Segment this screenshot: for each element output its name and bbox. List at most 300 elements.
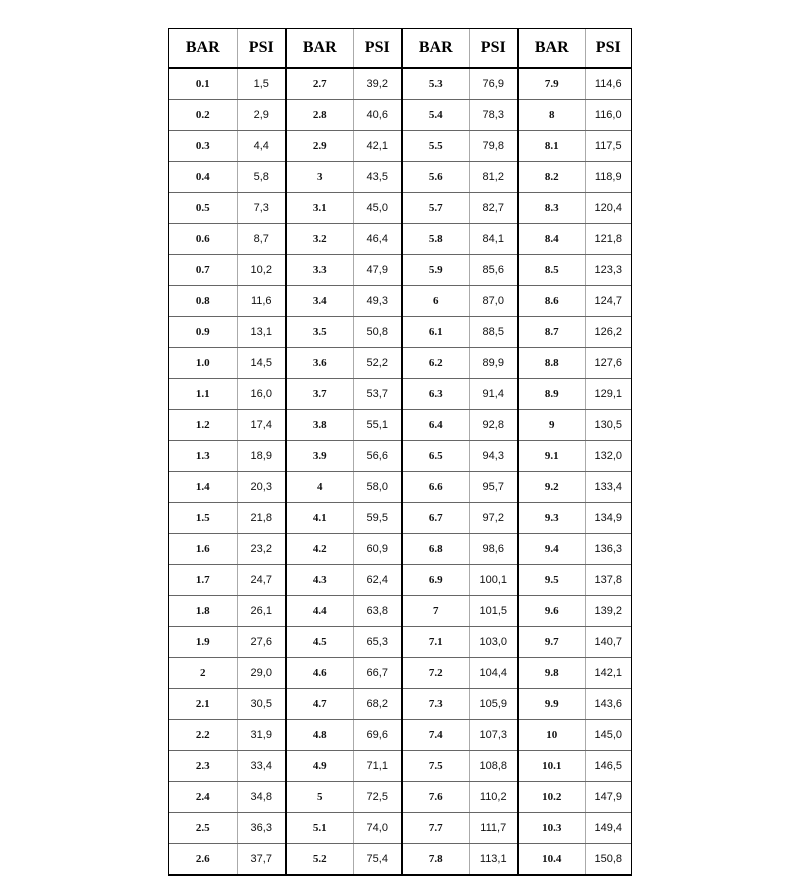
bar-value-cell: 10	[519, 720, 585, 751]
bar-value-cell: 9.9	[519, 689, 585, 720]
table-row	[403, 503, 517, 534]
psi-value-cell: 150,8	[594, 853, 623, 865]
table-row	[519, 596, 631, 627]
bar-value-cell: 8.7	[519, 317, 585, 348]
bar-value-cell: 0.1	[169, 68, 237, 100]
bar-value-cell: 3.3	[287, 255, 353, 286]
bar-value-cell: 1.1	[169, 379, 237, 410]
table-row	[169, 348, 285, 379]
psi-value-cell: 55,1	[353, 410, 401, 441]
psi-value-cell: 101,5	[469, 596, 517, 627]
psi-value-cell: 137,8	[585, 565, 631, 596]
table-row	[519, 472, 631, 503]
psi-value-cell: 149,4	[585, 813, 631, 844]
psi-value-cell: 37,7	[250, 853, 272, 865]
psi-value-cell: 47,9	[353, 255, 401, 286]
bar-value-cell: 7.4	[403, 720, 469, 751]
group-table	[403, 29, 517, 874]
table-row	[287, 441, 401, 472]
bar-value-cell: 1.8	[169, 596, 237, 627]
table-row	[403, 68, 517, 100]
table-row	[169, 472, 285, 503]
table-row	[519, 100, 631, 131]
table-row	[403, 534, 517, 565]
psi-value-cell: 33,4	[237, 751, 285, 782]
psi-value-cell: 40,6	[353, 100, 401, 131]
bar-value-cell: 4.4	[287, 596, 353, 627]
psi-value-cell: 58,0	[353, 472, 401, 503]
table-row	[519, 224, 631, 255]
table-row	[519, 689, 631, 720]
table-row	[519, 565, 631, 596]
psi-value-cell: 72,5	[353, 782, 401, 813]
table-row	[169, 68, 285, 100]
bar-value-cell: 1.0	[169, 348, 237, 379]
bar-value-cell: 4.2	[287, 534, 353, 565]
bar-value-cell: 3.2	[287, 224, 353, 255]
psi-value-cell: 139,2	[585, 596, 631, 627]
psi-value-cell: 8,7	[237, 224, 285, 255]
psi-header: PSI	[237, 29, 285, 68]
bar-value-cell: 1.4	[169, 472, 237, 503]
table-row	[403, 565, 517, 596]
table-row	[519, 782, 631, 813]
bar-value-cell: 9.8	[519, 658, 585, 689]
psi-value-cell: 1,5	[237, 68, 285, 100]
bar-value-cell: 2.8	[287, 100, 353, 131]
bar-value-cell: 5.2	[287, 844, 353, 875]
header-row	[169, 29, 285, 68]
psi-value-cell: 147,9	[585, 782, 631, 813]
table-row	[169, 255, 285, 286]
psi-value-cell: 130,5	[585, 410, 631, 441]
bar-value-cell: 10.2	[519, 782, 585, 813]
psi-value-cell: 145,0	[585, 720, 631, 751]
bar-value-cell: 10.4	[519, 844, 585, 875]
psi-value-cell: 66,7	[353, 658, 401, 689]
psi-value-cell: 110,2	[469, 782, 517, 813]
bar-value-cell: 9.2	[519, 472, 585, 503]
bar-value-cell: 6.2	[403, 348, 469, 379]
bar-value-cell: 9.6	[519, 596, 585, 627]
psi-value-cell: 133,4	[585, 472, 631, 503]
table-row	[403, 348, 517, 379]
bar-value-cell: 1.6	[169, 534, 237, 565]
psi-value-cell: 62,4	[353, 565, 401, 596]
psi-value-cell: 98,6	[469, 534, 517, 565]
psi-value-cell: 39,2	[353, 68, 401, 100]
psi-value-cell: 59,5	[353, 503, 401, 534]
table-row	[519, 317, 631, 348]
bar-value-cell: 6	[403, 286, 469, 317]
table-row	[519, 255, 631, 286]
table-row	[287, 100, 401, 131]
bar-value-cell: 9.5	[519, 565, 585, 596]
table-row	[519, 441, 631, 472]
bar-value-cell: 3	[287, 162, 353, 193]
table-row	[287, 193, 401, 224]
psi-value-cell: 13,1	[237, 317, 285, 348]
psi-value-cell: 126,2	[585, 317, 631, 348]
bar-value-cell: 2.5	[169, 813, 237, 844]
bar-value-cell: 8.6	[519, 286, 585, 317]
psi-value-cell: 17,4	[237, 410, 285, 441]
bar-value-cell: 6.5	[403, 441, 469, 472]
table-row	[403, 317, 517, 348]
table-row	[403, 844, 517, 875]
bar-value-cell: 2.2	[169, 720, 237, 751]
psi-value-cell: 113,1	[479, 853, 507, 865]
bar-value-cell: 2.7	[287, 68, 353, 100]
psi-value-cell: 95,7	[469, 472, 517, 503]
bar-value-cell: 5.7	[403, 193, 469, 224]
psi-value-cell: 103,0	[469, 627, 517, 658]
table-row	[403, 813, 517, 844]
psi-value-cell: 124,7	[585, 286, 631, 317]
table-row	[519, 813, 631, 844]
table-row	[403, 193, 517, 224]
psi-value-cell: 117,5	[585, 131, 631, 162]
psi-value-cell: 74,0	[353, 813, 401, 844]
bar-value-cell: 7.1	[403, 627, 469, 658]
psi-value-cell: 10,2	[237, 255, 285, 286]
bar-value-cell: 0.9	[169, 317, 237, 348]
bar-value-cell: 7.3	[403, 689, 469, 720]
bar-value-cell: 0.8	[169, 286, 237, 317]
table-row	[169, 534, 285, 565]
table-row	[403, 720, 517, 751]
table-row	[169, 100, 285, 131]
table-row	[519, 410, 631, 441]
table-row	[287, 720, 401, 751]
bar-value-cell: 2.1	[169, 689, 237, 720]
bar-value-cell: 1.2	[169, 410, 237, 441]
psi-value-cell: 14,5	[237, 348, 285, 379]
table-row	[519, 844, 631, 875]
table-row	[519, 720, 631, 751]
psi-value-cell: 81,2	[469, 162, 517, 193]
table-row	[519, 193, 631, 224]
psi-value-cell: 20,3	[237, 472, 285, 503]
table-row	[287, 131, 401, 162]
table-row	[169, 162, 285, 193]
table-group-2	[287, 29, 403, 874]
bar-value-cell: 6.6	[403, 472, 469, 503]
bar-value-cell: 8.5	[519, 255, 585, 286]
psi-value-cell: 29,0	[237, 658, 285, 689]
table-row	[287, 689, 401, 720]
bar-value-cell: 3.5	[287, 317, 353, 348]
bar-value-cell: 8.3	[519, 193, 585, 224]
table-row	[287, 317, 401, 348]
psi-value-cell: 75,4	[366, 853, 388, 865]
table-row	[403, 286, 517, 317]
table-row	[287, 596, 401, 627]
psi-value-cell: 120,4	[585, 193, 631, 224]
bar-value-cell: 8	[519, 100, 585, 131]
table-row	[403, 100, 517, 131]
header-row	[403, 29, 517, 68]
psi-value-cell: 45,0	[353, 193, 401, 224]
bar-value-cell: 4.9	[287, 751, 353, 782]
table-group-4	[519, 29, 631, 874]
table-row	[519, 379, 631, 410]
table-row	[403, 658, 517, 689]
table-row	[169, 782, 285, 813]
psi-header: PSI	[353, 29, 401, 68]
psi-value-cell: 116,0	[585, 100, 631, 131]
bar-value-cell: 4.3	[287, 565, 353, 596]
table-row	[169, 596, 285, 627]
table-row	[169, 193, 285, 224]
bar-value-cell: 0.2	[169, 100, 237, 131]
bar-value-cell: 5.6	[403, 162, 469, 193]
table-row	[519, 534, 631, 565]
table-row	[169, 503, 285, 534]
psi-value-cell: 52,2	[353, 348, 401, 379]
table-row	[287, 348, 401, 379]
psi-value-cell: 31,9	[237, 720, 285, 751]
table-row	[287, 751, 401, 782]
psi-value-cell: 140,7	[585, 627, 631, 658]
psi-value-cell: 92,8	[469, 410, 517, 441]
psi-value-cell: 7,3	[237, 193, 285, 224]
table-row	[287, 534, 401, 565]
table-row	[169, 410, 285, 441]
psi-value-cell: 123,3	[585, 255, 631, 286]
table-row	[287, 472, 401, 503]
table-row	[287, 658, 401, 689]
bar-value-cell: 7.8	[403, 844, 469, 875]
psi-value-cell: 36,3	[237, 813, 285, 844]
table-row	[403, 782, 517, 813]
psi-value-cell: 82,7	[469, 193, 517, 224]
bar-value-cell: 0.7	[169, 255, 237, 286]
psi-value-cell: 84,1	[469, 224, 517, 255]
bar-value-cell: 5.1	[287, 813, 353, 844]
table-row	[287, 379, 401, 410]
psi-value-cell: 87,0	[469, 286, 517, 317]
bar-value-cell: 8.8	[519, 348, 585, 379]
psi-value-cell: 78,3	[469, 100, 517, 131]
bar-value-cell: 2.9	[287, 131, 353, 162]
bar-value-cell: 8.4	[519, 224, 585, 255]
table-row	[169, 379, 285, 410]
psi-value-cell: 127,6	[585, 348, 631, 379]
bar-value-cell: 9	[519, 410, 585, 441]
psi-value-cell: 114,6	[585, 68, 631, 100]
psi-value-cell: 34,8	[237, 782, 285, 813]
table-row	[403, 689, 517, 720]
table-row	[287, 844, 401, 875]
psi-value-cell: 43,5	[353, 162, 401, 193]
psi-value-cell: 76,9	[469, 68, 517, 100]
bar-value-cell: 10.3	[519, 813, 585, 844]
table-row	[169, 627, 285, 658]
table-row	[403, 162, 517, 193]
table-row	[519, 68, 631, 100]
bar-value-cell: 3.7	[287, 379, 353, 410]
table-row	[287, 224, 401, 255]
bar-value-cell: 6.4	[403, 410, 469, 441]
bar-value-cell: 3.4	[287, 286, 353, 317]
psi-value-cell: 104,4	[469, 658, 517, 689]
psi-value-cell: 53,7	[353, 379, 401, 410]
table-row	[169, 131, 285, 162]
bar-value-cell: 9.7	[519, 627, 585, 658]
psi-value-cell: 30,5	[237, 689, 285, 720]
bar-value-cell: 6.3	[403, 379, 469, 410]
bar-header: BAR	[287, 29, 353, 68]
psi-value-cell: 18,9	[237, 441, 285, 472]
table-row	[519, 162, 631, 193]
psi-value-cell: 63,8	[353, 596, 401, 627]
header-row	[519, 29, 631, 68]
table-group-3	[403, 29, 519, 874]
bar-value-cell: 7	[403, 596, 469, 627]
bar-value-cell: 5.5	[403, 131, 469, 162]
table-row	[169, 751, 285, 782]
bar-value-cell: 3.8	[287, 410, 353, 441]
psi-header: PSI	[469, 29, 517, 68]
psi-value-cell: 142,1	[585, 658, 631, 689]
psi-value-cell: 134,9	[585, 503, 631, 534]
bar-value-cell: 6.8	[403, 534, 469, 565]
table-row	[519, 503, 631, 534]
bar-value-cell: 0.3	[169, 131, 237, 162]
table-row	[403, 627, 517, 658]
header-row	[287, 29, 401, 68]
table-row	[169, 441, 285, 472]
table-row	[519, 348, 631, 379]
psi-value-cell: 65,3	[353, 627, 401, 658]
psi-value-cell: 91,4	[469, 379, 517, 410]
bar-value-cell: 1.3	[169, 441, 237, 472]
bar-value-cell: 1.9	[169, 627, 237, 658]
psi-value-cell: 79,8	[469, 131, 517, 162]
psi-value-cell: 27,6	[237, 627, 285, 658]
psi-value-cell: 68,2	[353, 689, 401, 720]
table-row	[403, 131, 517, 162]
bar-value-cell: 5.4	[403, 100, 469, 131]
bar-value-cell: 10.1	[519, 751, 585, 782]
table-group-1	[169, 29, 287, 874]
bar-psi-conversion-table	[168, 28, 632, 876]
psi-value-cell: 108,8	[469, 751, 517, 782]
group-table	[287, 29, 401, 874]
psi-value-cell: 85,6	[469, 255, 517, 286]
psi-value-cell: 97,2	[469, 503, 517, 534]
psi-value-cell: 69,6	[353, 720, 401, 751]
psi-value-cell: 24,7	[237, 565, 285, 596]
table-row	[403, 751, 517, 782]
bar-value-cell: 5	[287, 782, 353, 813]
table-row	[287, 286, 401, 317]
table-row	[169, 317, 285, 348]
bar-value-cell: 2	[169, 658, 237, 689]
bar-value-cell: 9.3	[519, 503, 585, 534]
table-row	[169, 565, 285, 596]
table-row	[169, 658, 285, 689]
bar-value-cell: 4.7	[287, 689, 353, 720]
psi-value-cell: 60,9	[353, 534, 401, 565]
psi-value-cell: 89,9	[469, 348, 517, 379]
table-row	[403, 379, 517, 410]
psi-value-cell: 136,3	[585, 534, 631, 565]
bar-value-cell: 8.9	[519, 379, 585, 410]
bar-value-cell: 4.5	[287, 627, 353, 658]
bar-value-cell: 4	[287, 472, 353, 503]
psi-value-cell: 4,4	[237, 131, 285, 162]
table-row	[519, 131, 631, 162]
psi-value-cell: 50,8	[353, 317, 401, 348]
group-table	[519, 29, 631, 874]
bar-value-cell: 7.5	[403, 751, 469, 782]
bar-value-cell: 5.3	[403, 68, 469, 100]
psi-value-cell: 23,2	[237, 534, 285, 565]
table-row	[169, 286, 285, 317]
table-row	[403, 410, 517, 441]
psi-value-cell: 56,6	[353, 441, 401, 472]
psi-value-cell: 42,1	[353, 131, 401, 162]
bar-header: BAR	[403, 29, 469, 68]
table-row	[169, 844, 285, 875]
table-row	[287, 162, 401, 193]
bar-value-cell: 1.7	[169, 565, 237, 596]
psi-value-cell: 132,0	[585, 441, 631, 472]
bar-value-cell: 9.4	[519, 534, 585, 565]
table-row	[169, 720, 285, 751]
bar-value-cell: 3.6	[287, 348, 353, 379]
table-row	[403, 441, 517, 472]
table-row	[403, 255, 517, 286]
psi-value-cell: 121,8	[585, 224, 631, 255]
psi-value-cell: 94,3	[469, 441, 517, 472]
psi-value-cell: 16,0	[237, 379, 285, 410]
bar-value-cell: 8.2	[519, 162, 585, 193]
table-row	[403, 596, 517, 627]
bar-value-cell: 4.1	[287, 503, 353, 534]
psi-value-cell: 21,8	[237, 503, 285, 534]
table-row	[519, 658, 631, 689]
bar-value-cell: 7.2	[403, 658, 469, 689]
psi-value-cell: 111,7	[469, 813, 517, 844]
table-row	[403, 472, 517, 503]
bar-value-cell: 5.9	[403, 255, 469, 286]
table-row	[169, 224, 285, 255]
bar-value-cell: 0.5	[169, 193, 237, 224]
table-row	[169, 813, 285, 844]
table-row	[287, 565, 401, 596]
bar-value-cell: 3.1	[287, 193, 353, 224]
bar-value-cell: 2.6	[169, 844, 237, 875]
table-row	[287, 782, 401, 813]
table-row	[519, 286, 631, 317]
bar-value-cell: 3.9	[287, 441, 353, 472]
bar-value-cell: 7.9	[519, 68, 585, 100]
table-row	[403, 224, 517, 255]
psi-value-cell: 118,9	[585, 162, 631, 193]
psi-value-cell: 105,9	[469, 689, 517, 720]
table-row	[287, 813, 401, 844]
bar-value-cell: 4.6	[287, 658, 353, 689]
group-table	[169, 29, 285, 874]
bar-value-cell: 1.5	[169, 503, 237, 534]
table-row	[287, 255, 401, 286]
psi-value-cell: 88,5	[469, 317, 517, 348]
bar-value-cell: 0.6	[169, 224, 237, 255]
psi-value-cell: 146,5	[585, 751, 631, 782]
